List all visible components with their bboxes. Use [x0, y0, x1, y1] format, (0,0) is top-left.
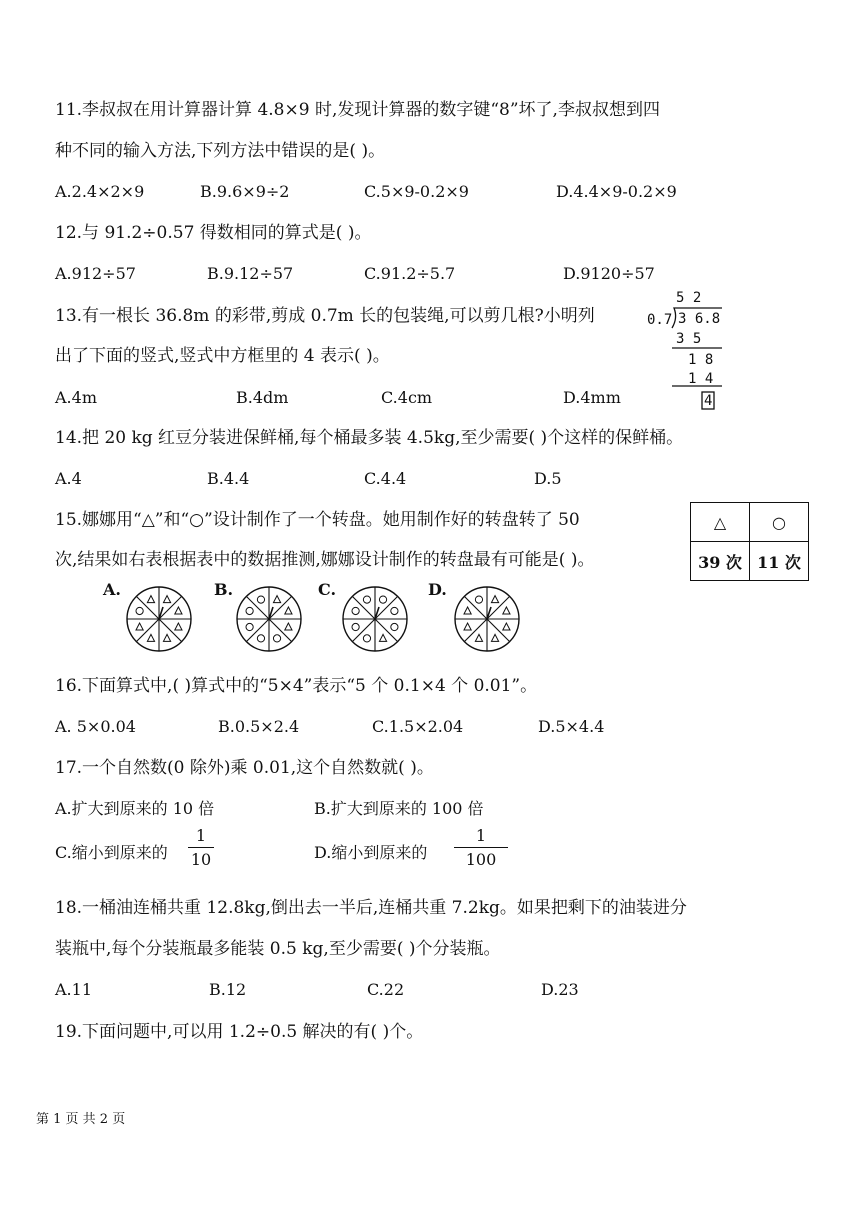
q16-line1: 16.下面算式中,( )算式中的“5×4”表示“5 个 0.1×4 个 0.01”。 — [55, 676, 538, 696]
q13-option-c: C.4cm — [381, 388, 433, 407]
q17-option-d: D.缩小到原来的 — [314, 843, 428, 862]
triangle-symbol — [136, 623, 143, 630]
triangle-symbol — [503, 623, 510, 630]
circle-symbol — [363, 596, 370, 603]
q13-option-b: B.4dm — [236, 388, 289, 407]
table-header-circle: ○ — [750, 503, 809, 542]
division-quotient: 5 2 — [676, 290, 702, 306]
triangle-symbol — [379, 634, 386, 641]
q16-option-a: A. 5×0.04 — [55, 717, 136, 736]
page-footer: 第 1 页 共 2 页 — [36, 1112, 126, 1127]
circle-symbol — [246, 607, 253, 614]
q17-option-a: A.扩大到原来的 10 倍 — [55, 799, 215, 818]
fraction-c-numerator: 1 — [195, 826, 207, 845]
table-value-triangle: 39 次 — [691, 542, 750, 581]
fraction-d-denominator: 100 — [465, 850, 497, 869]
q17-fraction-c — [188, 826, 214, 869]
q12-option-b: B.9.12÷57 — [207, 264, 294, 283]
circle-symbol — [363, 635, 370, 642]
spinner-wheel-c — [340, 584, 410, 654]
wheel-label-a: A. — [103, 580, 121, 599]
circle-symbol — [391, 623, 398, 630]
q12-option-d: D.9120÷57 — [563, 264, 655, 283]
division-dividend: 3 6.8 — [678, 311, 721, 327]
q14-option-c: C.4.4 — [364, 469, 407, 488]
fraction-d-numerator: 1 — [475, 826, 487, 845]
q16-option-d: D.5×4.4 — [538, 717, 605, 736]
q18-option-d: D.23 — [541, 980, 579, 999]
triangle-symbol — [163, 596, 170, 603]
q19-line1: 19.下面问题中,可以用 1.2÷0.5 解决的有( )个。 — [55, 1022, 424, 1042]
q16-option-b: B.0.5×2.4 — [218, 717, 300, 736]
division-step3: 1 4 — [688, 371, 714, 387]
q18-option-a: A.11 — [55, 980, 92, 999]
division-remainder: 4 — [704, 393, 713, 409]
triangle-symbol — [147, 634, 154, 641]
triangle-symbol — [475, 634, 482, 641]
q13-line2: 出了下面的竖式,竖式中方框里的 4 表示( )。 — [55, 346, 390, 366]
triangle-symbol — [285, 607, 292, 614]
circle-symbol — [379, 596, 386, 603]
q15-line1: 15.娜娜用“△”和“○”设计制作了一个转盘。她用制作好的转盘转了 50 — [55, 510, 580, 530]
division-lines — [640, 288, 730, 418]
circle-symbol — [257, 596, 264, 603]
wheel-label-c: C. — [318, 580, 337, 599]
q17-line1: 17.一个自然数(0 除外)乘 0.01,这个自然数就( )。 — [55, 758, 434, 778]
q13-line1: 13.有一根长 36.8m 的彩带,剪成 0.7m 长的包装绳,可以剪几根?小明列 — [55, 306, 595, 326]
spinner-wheel-d — [452, 584, 522, 654]
circle-symbol — [246, 623, 253, 630]
q11-option-d: D.4.4×9-0.2×9 — [556, 182, 677, 201]
q14-option-b: B.4.4 — [207, 469, 250, 488]
q14-option-d: D.5 — [534, 469, 562, 488]
q13-option-d: D.4mm — [563, 388, 621, 407]
wheel-label-d: D. — [428, 580, 447, 599]
triangle-symbol — [163, 634, 170, 641]
q18-line1: 18.一桶油连桶共重 12.8kg,倒出去一半后,连桶共重 7.2kg。如果把剩下的油装进分 — [55, 898, 687, 918]
q11-option-b: B.9.6×9÷2 — [200, 182, 290, 201]
triangle-symbol — [175, 623, 182, 630]
circle-symbol — [273, 635, 280, 642]
circle-symbol — [475, 596, 482, 603]
circle-symbol — [257, 635, 264, 642]
spin-result-table — [690, 502, 809, 581]
spinner-wheel-b — [234, 584, 304, 654]
circle-symbol — [391, 607, 398, 614]
circle-symbol — [352, 623, 359, 630]
circle-symbol — [352, 607, 359, 614]
q17-option-b: B.扩大到原来的 100 倍 — [314, 799, 484, 818]
q16-option-c: C.1.5×2.04 — [372, 717, 464, 736]
table-header-triangle: △ — [691, 503, 750, 542]
q11-line2: 种不同的输入方法,下列方法中错误的是( )。 — [55, 141, 386, 161]
q18-option-c: C.22 — [367, 980, 405, 999]
triangle-symbol — [175, 607, 182, 614]
q11-line1: 11.李叔叔在用计算器计算 4.8×9 时,发现计算器的数字键“8”坏了,李叔叔想到四 — [55, 100, 660, 120]
triangle-symbol — [503, 607, 510, 614]
triangle-symbol — [464, 607, 471, 614]
triangle-symbol — [285, 623, 292, 630]
triangle-symbol — [491, 634, 498, 641]
division-divisor: 0.7 — [647, 312, 673, 328]
circle-symbol — [136, 607, 143, 614]
q12-option-a: A.912÷57 — [55, 264, 136, 283]
q12-line1: 12.与 91.2÷0.57 得数相同的算式是( )。 — [55, 223, 372, 243]
spinner-wheel-a — [124, 584, 194, 654]
q12-option-c: C.91.2÷5.7 — [364, 264, 456, 283]
table-value-circle: 11 次 — [750, 542, 809, 581]
q13-option-a: A.4m — [55, 388, 97, 407]
q17-fraction-d — [454, 826, 508, 869]
q15-line2: 次,结果如右表根据表中的数据推测,娜娜设计制作的转盘最有可能是( )。 — [55, 550, 595, 570]
q11-option-a: A.2.4×2×9 — [55, 182, 145, 201]
q14-line1: 14.把 20 kg 红豆分装进保鲜桶,每个桶最多装 4.5kg,至少需要( )个这样的保鲜桶。 — [55, 428, 684, 448]
triangle-symbol — [147, 596, 154, 603]
triangle-symbol — [464, 623, 471, 630]
q18-line2: 装瓶中,每个分装瓶最多能装 0.5 kg,至少需要( )个分装瓶。 — [55, 939, 501, 959]
triangle-symbol — [273, 596, 280, 603]
fraction-c-denominator: 10 — [190, 850, 212, 869]
division-step2: 1 8 — [688, 352, 714, 368]
q14-option-a: A.4 — [55, 469, 82, 488]
triangle-symbol — [491, 596, 498, 603]
wheel-label-b: B. — [214, 580, 234, 599]
q11-option-c: C.5×9-0.2×9 — [364, 182, 469, 201]
division-step1: 3 5 — [676, 331, 702, 347]
q17-option-c: C.缩小到原来的 — [55, 843, 168, 862]
q18-option-b: B.12 — [209, 980, 247, 999]
long-division-figure — [640, 288, 730, 418]
